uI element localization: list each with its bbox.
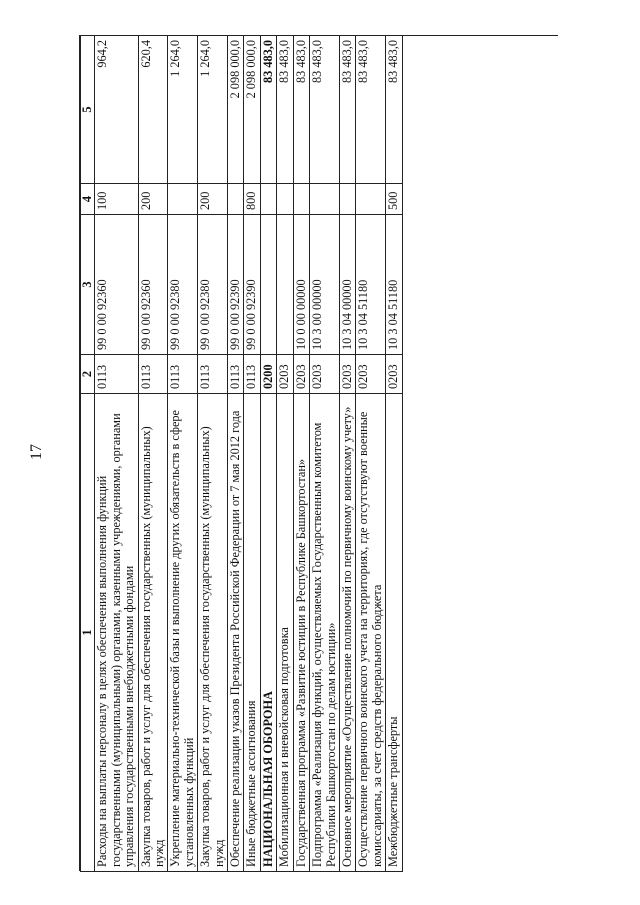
table-row: [198, 36, 228, 872]
table-row: [356, 36, 386, 872]
row-section-cell: 0203: [339, 355, 355, 394]
header-col-1: 1: [81, 394, 95, 872]
row-section-cell: 0113: [168, 355, 198, 394]
table-row: [386, 36, 402, 872]
header-col-3: 3: [81, 215, 95, 355]
table-row: [95, 36, 138, 872]
row-code-cell: 10 3 04 00000: [339, 215, 355, 355]
table-row: [228, 36, 244, 872]
row-section-cell: 0113: [244, 355, 260, 394]
row-code-cell: 10 3 04 51180: [356, 215, 386, 355]
row-section-cell: 0113: [198, 355, 228, 394]
row-code-cell: [260, 215, 276, 355]
row-type-cell: [168, 184, 198, 215]
row-code-cell: 99 0 00 92390: [228, 215, 244, 355]
table-row: [310, 36, 340, 872]
row-name-cell: Расходы на выплаты персоналу в целях обеспечения выполнения функций государственными (муниципальными) органами, казенными учреждениями, органами управления государственными внебюджетными фондами: [95, 394, 138, 872]
row-section-cell: 0113: [95, 355, 138, 394]
row-section-cell: 0203: [356, 355, 386, 394]
row-amount-cell: 83 483,0: [310, 36, 340, 184]
row-code-cell: 10 0 00 00000: [293, 215, 309, 355]
row-name-cell: Иные бюджетные ассигнования: [244, 394, 260, 872]
rotated-table-container: [80, 36, 559, 872]
row-amount-cell: 83 483,0: [260, 36, 276, 184]
header-col-4: 4: [81, 184, 95, 215]
row-section-cell: 0203: [277, 355, 293, 394]
row-type-cell: 100: [95, 184, 138, 215]
row-name-cell: Межбюджетные трансферты: [386, 394, 402, 872]
row-amount-cell: 2 098 000,0: [244, 36, 260, 184]
budget-table-frame: [79, 35, 558, 871]
row-amount-cell: 620,4: [138, 36, 168, 184]
row-type-cell: [293, 184, 309, 215]
row-type-cell: [228, 184, 244, 215]
row-code-cell: 99 0 00 92380: [198, 215, 228, 355]
row-type-cell: [356, 184, 386, 215]
table-row: [277, 36, 293, 872]
table-row: [138, 36, 168, 872]
row-name-cell: Подпрограмма «Реализация функций, осуществляемых Государственным комитетом Республики Башкортостан по делам юстиции»: [310, 394, 340, 872]
row-type-cell: 200: [138, 184, 168, 215]
row-name-cell: Государственная программа «Развитие юстиции в Республике Башкортостан»: [293, 394, 309, 872]
row-name-cell: Осуществление первичного воинского учета на территориях, где отсутствуют военные комиссариаты, за счет средств федерального бюджета: [356, 394, 386, 872]
row-code-cell: 99 0 00 92390: [244, 215, 260, 355]
row-section-cell: 0203: [386, 355, 402, 394]
table-row: [293, 36, 309, 872]
row-code-cell: 99 0 00 92360: [95, 215, 138, 355]
row-type-cell: 500: [386, 184, 402, 215]
row-name-cell: Основное мероприятие «Осуществление полномочий по первичному воинскому учету»: [339, 394, 355, 872]
row-code-cell: 99 0 00 92360: [138, 215, 168, 355]
row-code-cell: [277, 215, 293, 355]
table-row: [260, 36, 276, 872]
row-section-cell: 0200: [260, 355, 276, 394]
table-header-row: [81, 36, 95, 872]
row-type-cell: [260, 184, 276, 215]
row-name-cell: Укрепление материально-технической базы и выполнение других обязательств в сфере установленных функций: [168, 394, 198, 872]
header-col-5: 5: [81, 36, 95, 184]
header-col-2: 2: [81, 355, 95, 394]
row-amount-cell: 83 483,0: [277, 36, 293, 184]
row-name-cell: Закупка товаров, работ и услуг для обеспечения государственных (муниципальных) нужд: [198, 394, 228, 872]
row-section-cell: 0113: [228, 355, 244, 394]
row-name-cell: Обеспечение реализации указов Президента Российской Федерации от 7 мая 2012 года: [228, 394, 244, 872]
row-section-cell: 0203: [293, 355, 309, 394]
row-type-cell: [339, 184, 355, 215]
row-amount-cell: 964,2: [95, 36, 138, 184]
table-body: [95, 36, 402, 872]
row-type-cell: [310, 184, 340, 215]
budget-table: [80, 35, 403, 872]
row-amount-cell: 1 264,0: [198, 36, 228, 184]
row-name-cell: Закупка товаров, работ и услуг для обеспечения государственных (муниципальных) нужд: [138, 394, 168, 872]
row-section-cell: 0113: [138, 355, 168, 394]
table-row: [244, 36, 260, 872]
row-type-cell: 200: [198, 184, 228, 215]
row-amount-cell: 83 483,0: [339, 36, 355, 184]
page-number: 17: [28, 444, 45, 460]
row-section-cell: 0203: [310, 355, 340, 394]
row-type-cell: 800: [244, 184, 260, 215]
row-amount-cell: 2 098 000,0: [228, 36, 244, 184]
row-type-cell: [277, 184, 293, 215]
row-amount-cell: 83 483,0: [386, 36, 402, 184]
row-code-cell: 10 3 00 00000: [310, 215, 340, 355]
row-code-cell: 10 3 04 51180: [386, 215, 402, 355]
row-name-cell: Мобилизационная и вневойсковая подготовка: [277, 394, 293, 872]
row-amount-cell: 83 483,0: [356, 36, 386, 184]
row-code-cell: 99 0 00 92380: [168, 215, 198, 355]
table-row: [168, 36, 198, 872]
table-row: [339, 36, 355, 872]
row-amount-cell: 83 483,0: [293, 36, 309, 184]
row-name-cell: НАЦИОНАЛЬНАЯ ОБОРОНА: [260, 394, 276, 872]
row-amount-cell: 1 264,0: [168, 36, 198, 184]
